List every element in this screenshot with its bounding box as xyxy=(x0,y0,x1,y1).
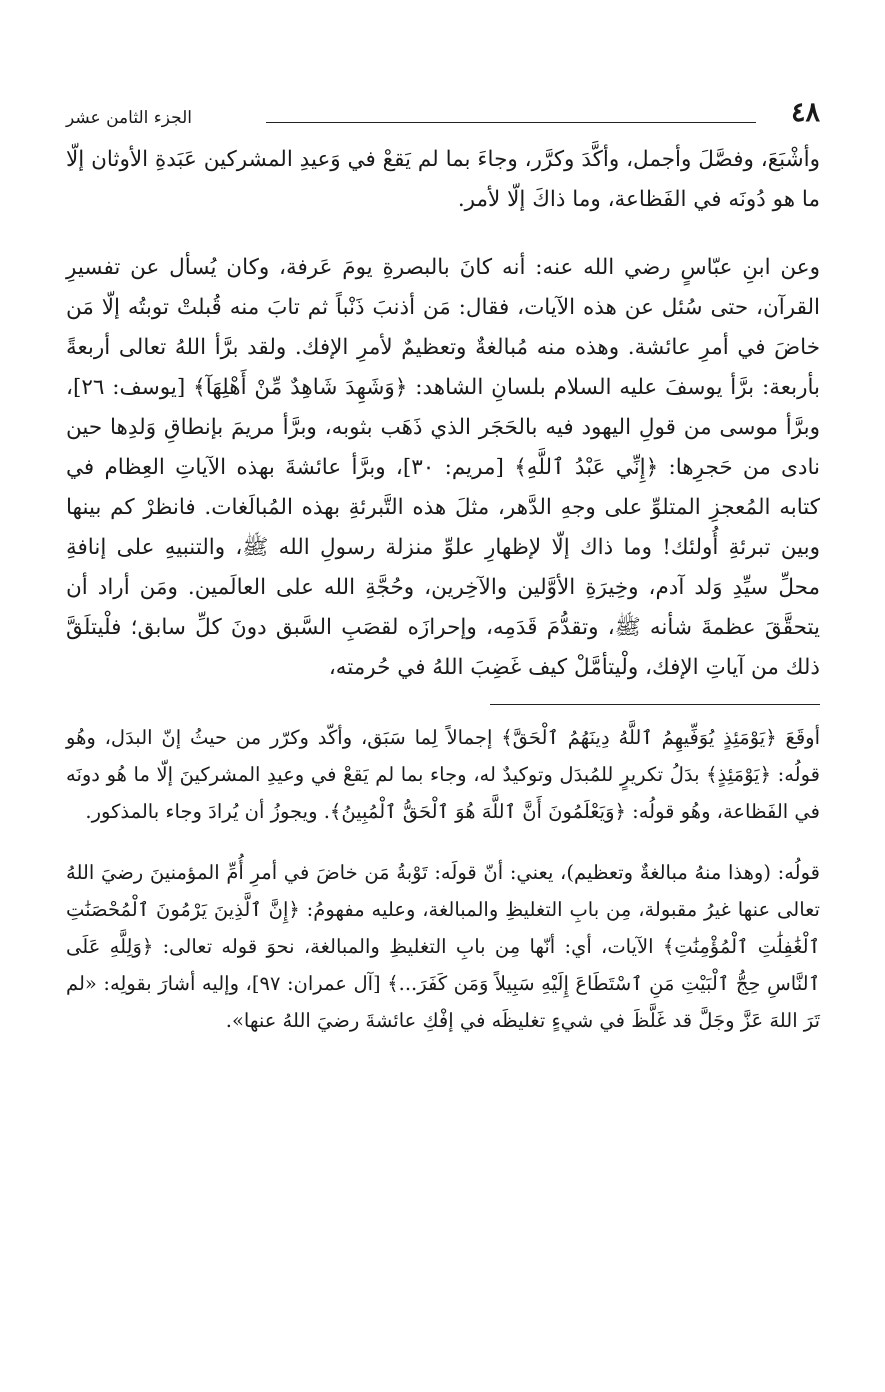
paragraph-1: وأشْبَعَ، وفصَّلَ وأجمل، وأكَّدَ وكرَّر، وجاءَ بما لم يَقعْ في وَعيدِ المشركين عَبَدةِ الأوثان إلّا ما هو دُونَه في الفَظاعة، وما ذاكَ إلّا لأمر. xyxy=(66,147,820,212)
note-2: قولُه: (وهذا منهُ مبالغةٌ وتعظيم)، يعني: أنّ قولَه: تَوْبةُ مَن خاضَ في أمرِ أُمِّ المؤمنينَ رضيَ اللهُ تعالى عنها غيرُ مقبولة، مِن بابِ التغليظِ والمبالغة، وعليه مفهومُ: ﴿إِنَّ ٱلَّذِينَ يَرْمُونَ ٱلْمُحْصَنَٰتِ ٱلْغَٰفِلَٰتِ ٱلْمُؤْمِنَٰتِ﴾ الآيات، أي: أنّها مِن بابِ التغليظِ والمبالغة، نحوَ قوله تعالى: ﴿وَلِلَّهِ عَلَى ٱلنَّاسِ حِجُّ ٱلْبَيْتِ مَنِ ٱسْتَطَاعَ إِلَيْهِ سَبِيلاً وَمَن كَفَرَ...﴾ [آل عمران: ٩٧]، وإليه أشارَ بقولِه: «لم تَرَ اللهَ عَزَّ وجَلَّ قد غَلَّظَ في شيءٍ تغليظَه في إفْكِ عائشةَ رضيَ اللهُ عنها». xyxy=(66,861,820,1032)
commentary-notes xyxy=(66,719,820,1039)
running-title: الجزء الثامن عشر xyxy=(66,108,193,128)
book-page xyxy=(66,92,820,1039)
page-number: ٤٨ xyxy=(790,97,820,128)
page-header xyxy=(66,92,820,140)
header-rule xyxy=(266,122,756,123)
main-text xyxy=(66,140,820,688)
note-1: أوقَعَ ﴿يَوْمَئِذٍ يُوَفِّيهِمُ ٱللَّهُ دِينَهُمُ ٱلْحَقَّ﴾ إجمالاً لِما سَبَق، وأكّد وكرّر من حيثُ إنّ البدَل، وهُو قولُه: ﴿يَوْمَئِذٍ﴾ بدَلُ تكريرٍ للمُبدَل وتوكيدٌ له، وجاء بما لم يَقعْ في وعيدِ المشركينَ إلّا ما هُو دونَه في الفَظاعة، وهُو قولُه: ﴿وَيَعْلَمُونَ أَنَّ ٱللَّهَ هُوَ ٱلْحَقُّ ٱلْمُبِينُ﴾. ويجوزُ أن يُرادَ وجاء بالمذكور. xyxy=(66,726,820,823)
footnote-divider xyxy=(490,704,820,705)
paragraph-2: وعن ابنِ عبّاسٍ رضي الله عنه: أنه كانَ بالبصرةِ يومَ عَرفة، وكان يُسأل عن تفسيرِ القرآن، حتى سُئل عن هذه الآيات، فقال: مَن أذنبَ ذَنْباً ثم تابَ منه قُبلتْ توبتُه إلّا مَن خاضَ في أمرِ عائشة. وهذه منه مُبالغةٌ وتعظيمٌ لأمرِ الإفك. ولقد برَّأ اللهُ تعالى أربعةً بأربعة: برَّأ يوسفَ عليه السلام بلسانِ الشاهد: ﴿وَشَهِدَ شَاهِدٌ مِّنْ أَهْلِهَآ﴾ [يوسف: ٢٦]، وبرَّأ موسى من قولِ اليهود فيه بالحَجَر الذي ذَهَب بثوبه، وبرَّأ مريمَ بإنطاقِ وَلدِها حين نادى من حَجرِها: ﴿إِنِّي عَبْدُ ٱللَّهِ﴾ [مريم: ٣٠]، وبرَّأ عائشةَ بهذه الآياتِ العِظام في كتابه المُعجزِ المتلوِّ على وجهِ الدَّهر، مثلَ هذه التَّبرئةِ بهذه المُبالَغات. فانظرْ كم بينها وبين تبرئةِ أُولئك! وما ذاك إلّا لإظهارِ علوِّ منزلة رسولِ الله ﷺ، والتنبيهِ على إنافةِ محلِّ سيِّدِ وَلد آدم، وخِيرَةِ الأوَّلين والآخِرين، وحُجَّةِ الله على العالَمين. ومَن أراد أن يتحقَّقَ عظمةَ شأنه ﷺ، وتقدُّمَ قَدَمِه، وإحرازَه لقصَبِ السَّبق دونَ كلِّ سابق؛ فلْيتلَقَّ ذلك من آياتِ الإفك، ولْيتأمَّلْ كيف غَضِبَ اللهُ في حُرمته، xyxy=(66,255,821,680)
